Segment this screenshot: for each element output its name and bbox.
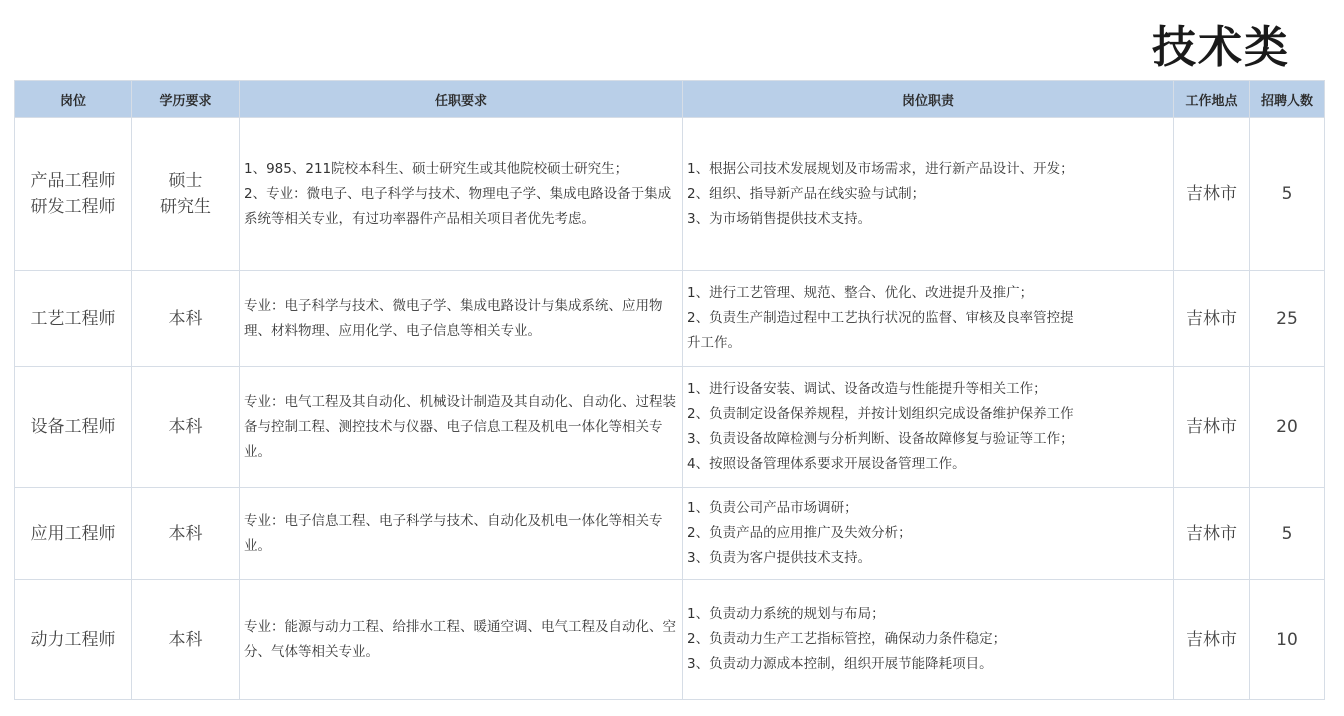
requirements-cell [240, 580, 683, 700]
duty-line: 3、为市场销售提供技术支持。 [687, 210, 872, 227]
recruitment-table [14, 80, 1325, 700]
table-row [15, 488, 1325, 580]
duty-line: 1、进行设备安装、调试、设备改造与性能提升等相关工作； [687, 381, 1047, 397]
education-cell [132, 118, 240, 271]
requirements-cell [240, 118, 683, 271]
header-count: 招聘人数 [1250, 81, 1325, 118]
duties-cell [683, 118, 1174, 271]
duty-line: 4、按照设备管理体系要求开展设备管理工作。 [687, 456, 966, 472]
position-cell [15, 580, 132, 700]
education-level: 本科 [168, 308, 203, 329]
requirements-cell [240, 488, 683, 580]
count-cell: 5 [1250, 488, 1325, 580]
education-cell [132, 488, 240, 580]
table-row [15, 271, 1325, 367]
count-cell: 25 [1250, 271, 1325, 367]
duty-line: 1、进行工艺管理、规范、整合、优化、改进提升及推广； [687, 285, 1034, 301]
duty-line: 1、负责公司产品市场调研； [687, 500, 858, 516]
position-name: 应用工程师 [30, 523, 116, 544]
duty-line: 3、负责动力源成本控制，组织开展节能降耗项目。 [687, 656, 993, 672]
education-level: 研究生 [160, 197, 211, 217]
position-name: 工艺工程师 [30, 308, 116, 329]
education-level: 本科 [168, 629, 203, 650]
duty-line: 2、组织、指导新产品在线实验与试制； [687, 185, 926, 202]
position-cell [15, 271, 132, 367]
duties-cell [683, 488, 1174, 580]
location-cell: 吉林市 [1174, 271, 1250, 367]
position-name: 研发工程师 [30, 197, 116, 217]
education-cell [132, 580, 240, 700]
table-header-row [15, 81, 1325, 118]
count-cell: 10 [1250, 580, 1325, 700]
education-level: 本科 [168, 523, 203, 544]
duty-line: 1、根据公司技术发展规划及市场需求，进行新产品设计、开发； [687, 160, 1074, 177]
header-location: 工作地点 [1174, 81, 1250, 118]
table-row [15, 367, 1325, 488]
header-duties: 岗位职责 [683, 81, 1174, 118]
position-name: 动力工程师 [30, 629, 116, 650]
position-name: 设备工程师 [30, 417, 116, 437]
header-requirements: 任职要求 [240, 81, 683, 118]
position-name: 产品工程师 [30, 171, 116, 191]
position-cell [15, 367, 132, 488]
duties-cell [683, 367, 1174, 488]
header-position: 岗位 [15, 81, 132, 118]
count-cell: 5 [1250, 118, 1325, 271]
requirements-text: 专业：电气工程及其自动化、机械设计制造及其自动化、自动化、过程装备与控制工程、测控技术与仪器、电子信息工程及机电一体化等相关专业。 [244, 393, 676, 460]
count-cell: 20 [1250, 367, 1325, 488]
requirements-text: 专业：电子信息工程、电子科学与技术、自动化及机电一体化等相关专业。 [244, 512, 663, 554]
position-cell [15, 488, 132, 580]
location-cell: 吉林市 [1174, 118, 1250, 271]
requirements-text: 专业：电子科学与技术、微电子学、集成电路设计与集成系统、应用物理、材料物理、应用化学、电子信息等相关专业。 [244, 297, 663, 339]
duty-line: 3、负责为客户提供技术支持。 [687, 550, 872, 566]
duty-line: 3、负责设备故障检测与分析判断、设备故障修复与验证等工作； [687, 431, 1074, 447]
header-education: 学历要求 [132, 81, 240, 118]
duty-line: 2、负责动力生产工艺指标管控，确保动力条件稳定； [687, 631, 1007, 647]
page-title: 技术类 [1152, 22, 1290, 73]
education-level: 本科 [168, 417, 203, 437]
recruitment-table-container [14, 80, 1324, 700]
duties-cell [683, 580, 1174, 700]
duty-line: 2、负责制定设备保养规程，并按计划组织完成设备维护保养工作 [687, 406, 1074, 422]
duty-line: 2、负责产品的应用推广及失效分析； [687, 525, 912, 541]
location-cell: 吉林市 [1174, 367, 1250, 488]
table-row [15, 118, 1325, 271]
duty-line: 1、负责动力系统的规划与布局； [687, 606, 885, 622]
position-cell [15, 118, 132, 271]
location-cell: 吉林市 [1174, 580, 1250, 700]
duties-cell [683, 271, 1174, 367]
requirements-cell [240, 367, 683, 488]
location-cell: 吉林市 [1174, 488, 1250, 580]
duty-line: 2、负责生产制造过程中工艺执行状况的监督、审核及良率管控提 [687, 310, 1074, 326]
education-cell [132, 271, 240, 367]
requirements-cell [240, 271, 683, 367]
duty-line: 升工作。 [687, 335, 741, 351]
table-row [15, 580, 1325, 700]
education-level: 硕士 [168, 171, 203, 191]
requirements-text: 专业：能源与动力工程、给排水工程、暖通空调、电气工程及自动化、空分、气体等相关专业。 [244, 618, 676, 660]
education-cell [132, 367, 240, 488]
requirements-text: 1、985、211院校本科生、硕士研究生或其他院校硕士研究生； 2、专业：微电子、电子科学与技术、物理电子学、集成电路设备于集成系统等相关专业，有过功率器件产品相关项目者优先考虑。 [244, 160, 672, 227]
